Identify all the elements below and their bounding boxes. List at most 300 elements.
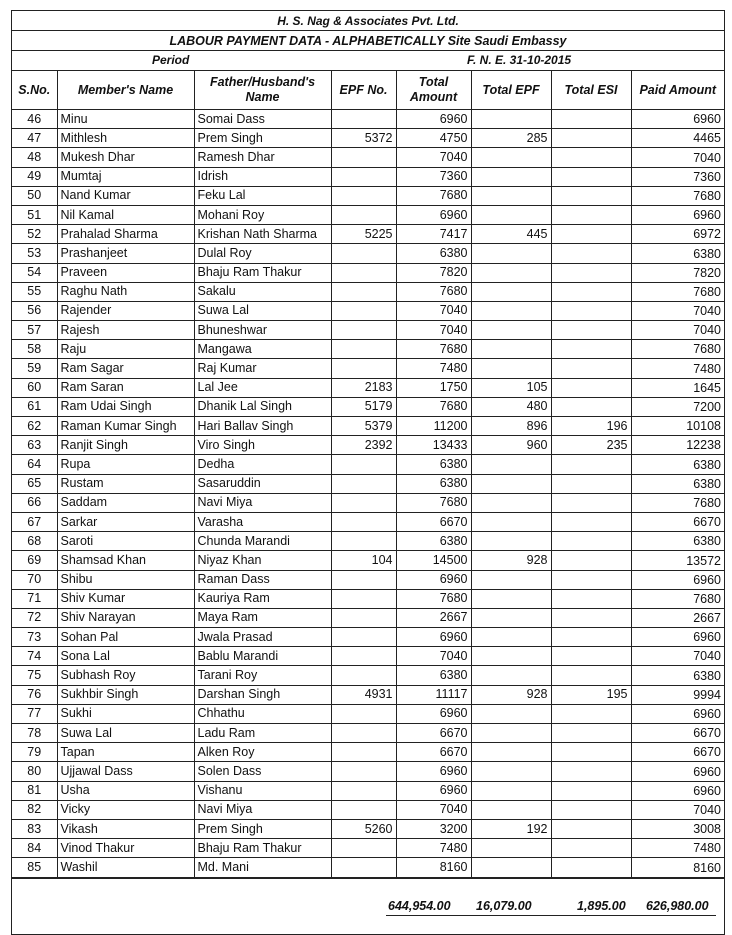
epf-no-cell	[331, 167, 396, 186]
total-amount-cell: 7680	[396, 340, 471, 359]
sno-cell: 56	[12, 301, 57, 320]
member-name-cell: Shiv Narayan	[57, 608, 194, 627]
total-esi-cell	[551, 532, 631, 551]
total-amount-cell: 6960	[396, 762, 471, 781]
epf-no-cell	[331, 321, 396, 340]
epf-no-cell	[331, 743, 396, 762]
table-row	[12, 858, 724, 877]
sno-cell: 72	[12, 608, 57, 627]
total-epf-cell	[471, 743, 551, 762]
table-row	[12, 244, 724, 263]
table-row	[12, 685, 724, 704]
sno-cell: 58	[12, 340, 57, 359]
total-epf-cell	[471, 340, 551, 359]
table-row	[12, 704, 724, 723]
total-esi-cell	[551, 704, 631, 723]
table-row	[12, 493, 724, 512]
total-epf-cell: 480	[471, 397, 551, 416]
epf-no-cell	[331, 148, 396, 167]
member-name-cell: Vikash	[57, 819, 194, 838]
sno-cell: 54	[12, 263, 57, 282]
total-amount-cell: 7680	[396, 186, 471, 205]
total-esi-cell	[551, 819, 631, 838]
col-header-father-name: Father/Husband's Name	[194, 71, 331, 110]
table-row	[12, 110, 724, 129]
epf-no-cell	[331, 244, 396, 263]
total-esi-cell	[551, 321, 631, 340]
total-epf-cell	[471, 263, 551, 282]
paid-amount-cell: 6960	[631, 110, 724, 129]
member-name-cell: Rupa	[57, 455, 194, 474]
total-amount-cell: 1750	[396, 378, 471, 397]
member-name-cell: Saddam	[57, 493, 194, 512]
member-name-cell: Ram Sagar	[57, 359, 194, 378]
table-row	[12, 436, 724, 455]
epf-no-cell: 5225	[331, 225, 396, 244]
member-name-cell: Tapan	[57, 743, 194, 762]
table-row	[12, 321, 724, 340]
table-body	[12, 110, 724, 878]
epf-no-cell	[331, 205, 396, 224]
table-row	[12, 225, 724, 244]
paid-amount-cell: 13572	[631, 551, 724, 570]
epf-no-cell	[331, 110, 396, 129]
col-header-total-amount: Total Amount	[396, 71, 471, 110]
epf-no-cell	[331, 282, 396, 301]
total-epf-cell	[471, 762, 551, 781]
paid-amount-cell: 7680	[631, 186, 724, 205]
total-epf-cell	[471, 148, 551, 167]
father-name-cell: Krishan Nath Sharma	[194, 225, 331, 244]
father-name-cell: Bhuneshwar	[194, 321, 331, 340]
total-amount-cell: 11200	[396, 417, 471, 436]
table-row	[12, 301, 724, 320]
sno-cell: 53	[12, 244, 57, 263]
table-row	[12, 628, 724, 647]
epf-no-cell	[331, 666, 396, 685]
father-name-cell: Dedha	[194, 455, 331, 474]
total-esi-cell	[551, 589, 631, 608]
father-name-cell: Bhaju Ram Thakur	[194, 263, 331, 282]
total-epf-cell	[471, 167, 551, 186]
col-header-epf-no: EPF No.	[331, 71, 396, 110]
father-name-cell: Viro Singh	[194, 436, 331, 455]
sno-cell: 49	[12, 167, 57, 186]
table-row	[12, 800, 724, 819]
sno-cell: 79	[12, 743, 57, 762]
total-esi-cell	[551, 570, 631, 589]
paid-amount-cell: 6380	[631, 666, 724, 685]
paid-amount-cell: 1645	[631, 378, 724, 397]
total-esi-cell	[551, 551, 631, 570]
member-name-cell: Prahalad Sharma	[57, 225, 194, 244]
total-esi-cell: 196	[551, 417, 631, 436]
paid-amount-cell: 6960	[631, 762, 724, 781]
sno-cell: 46	[12, 110, 57, 129]
total-esi-cell	[551, 205, 631, 224]
epf-no-cell: 5260	[331, 819, 396, 838]
col-header-total-esi: Total ESI	[551, 71, 631, 110]
total-epf-cell	[471, 282, 551, 301]
total-epf-cell	[471, 244, 551, 263]
total-esi-cell	[551, 628, 631, 647]
sno-cell: 63	[12, 436, 57, 455]
epf-no-cell	[331, 532, 396, 551]
father-name-cell: Chunda Marandi	[194, 532, 331, 551]
father-name-cell: Kauriya Ram	[194, 589, 331, 608]
member-name-cell: Mukesh Dhar	[57, 148, 194, 167]
paid-amount-cell: 6380	[631, 244, 724, 263]
total-epf-cell	[471, 839, 551, 858]
epf-no-cell	[331, 608, 396, 627]
epf-no-cell: 104	[331, 551, 396, 570]
col-header-paid-amount: Paid Amount	[631, 71, 724, 110]
total-amount-cell: 6960	[396, 628, 471, 647]
total-epf-cell: 928	[471, 551, 551, 570]
table-row	[12, 186, 724, 205]
father-name-cell: Dhanik Lal Singh	[194, 397, 331, 416]
paid-amount-cell: 6960	[631, 781, 724, 800]
total-amount-cell: 7680	[396, 282, 471, 301]
total-esi-cell	[551, 359, 631, 378]
table-row	[12, 589, 724, 608]
sno-cell: 66	[12, 493, 57, 512]
total-esi-cell	[551, 800, 631, 819]
member-name-cell: Nand Kumar	[57, 186, 194, 205]
total-esi-cell	[551, 244, 631, 263]
sno-cell: 74	[12, 647, 57, 666]
total-esi-cell	[551, 263, 631, 282]
paid-amount-cell: 7200	[631, 397, 724, 416]
sno-cell: 80	[12, 762, 57, 781]
sno-cell: 47	[12, 129, 57, 148]
member-name-cell: Sukhi	[57, 704, 194, 723]
paid-amount-cell: 6960	[631, 704, 724, 723]
total-amount-cell: 7820	[396, 263, 471, 282]
total-epf-cell	[471, 359, 551, 378]
member-name-cell: Mithlesh	[57, 129, 194, 148]
sno-cell: 83	[12, 819, 57, 838]
period-value: F. N. E. 31-10-2015	[467, 53, 572, 67]
member-name-cell: Praveen	[57, 263, 194, 282]
total-amount-cell: 7480	[396, 839, 471, 858]
total-amount-cell: 6380	[396, 666, 471, 685]
total-epf-sum: 16,079.00	[476, 898, 532, 913]
total-esi-sum: 1,895.00	[577, 898, 626, 913]
total-epf-cell	[471, 455, 551, 474]
member-name-cell: Sohan Pal	[57, 628, 194, 647]
member-name-cell: Rajender	[57, 301, 194, 320]
epf-no-cell	[331, 724, 396, 743]
col-header-sno: S.No.	[12, 71, 57, 110]
total-amount-cell: 13433	[396, 436, 471, 455]
total-amount-cell: 7360	[396, 167, 471, 186]
total-amount-cell: 2667	[396, 608, 471, 627]
father-name-cell: Dulal Roy	[194, 244, 331, 263]
total-epf-cell	[471, 628, 551, 647]
paid-amount-cell: 7040	[631, 321, 724, 340]
table-row	[12, 839, 724, 858]
sno-cell: 78	[12, 724, 57, 743]
father-name-cell: Idrish	[194, 167, 331, 186]
father-name-cell: Suwa Lal	[194, 301, 331, 320]
paid-amount-cell: 10108	[631, 417, 724, 436]
total-amount-cell: 6670	[396, 724, 471, 743]
sno-cell: 69	[12, 551, 57, 570]
col-header-total-epf: Total EPF	[471, 71, 551, 110]
sno-cell: 81	[12, 781, 57, 800]
total-epf-cell	[471, 608, 551, 627]
company-name: H. S. Nag & Associates Pvt. Ltd.	[12, 11, 724, 31]
total-epf-cell: 192	[471, 819, 551, 838]
period-row	[12, 51, 724, 71]
member-name-cell: Minu	[57, 110, 194, 129]
table-row	[12, 474, 724, 493]
member-name-cell: Ujjawal Dass	[57, 762, 194, 781]
sno-cell: 62	[12, 417, 57, 436]
sno-cell: 82	[12, 800, 57, 819]
total-amount-cell: 6380	[396, 532, 471, 551]
table-row	[12, 781, 724, 800]
total-epf-cell	[471, 666, 551, 685]
table-row	[12, 359, 724, 378]
father-name-cell: Mohani Roy	[194, 205, 331, 224]
total-esi-cell	[551, 743, 631, 762]
paid-amount-cell: 7040	[631, 800, 724, 819]
total-epf-cell	[471, 301, 551, 320]
period-label: Period	[152, 53, 190, 67]
sno-cell: 70	[12, 570, 57, 589]
paid-amount-cell: 7680	[631, 282, 724, 301]
report-title: LABOUR PAYMENT DATA - ALPHABETICALLY Site Saudi Embassy	[12, 31, 724, 51]
paid-amount-cell: 9994	[631, 685, 724, 704]
father-name-cell: Varasha	[194, 512, 331, 531]
paid-amount-cell: 7040	[631, 148, 724, 167]
paid-amount-cell: 6670	[631, 512, 724, 531]
paid-amount-cell: 7820	[631, 263, 724, 282]
table-row	[12, 417, 724, 436]
sno-cell: 77	[12, 704, 57, 723]
total-epf-cell	[471, 321, 551, 340]
epf-no-cell	[331, 493, 396, 512]
total-esi-cell: 235	[551, 436, 631, 455]
table-header-row	[12, 71, 724, 110]
total-epf-cell	[471, 474, 551, 493]
epf-no-cell	[331, 858, 396, 877]
total-epf-cell: 960	[471, 436, 551, 455]
member-name-cell: Ranjit Singh	[57, 436, 194, 455]
father-name-cell: Bhaju Ram Thakur	[194, 839, 331, 858]
member-name-cell: Shiv Kumar	[57, 589, 194, 608]
member-name-cell: Raghu Nath	[57, 282, 194, 301]
paid-amount-cell: 6960	[631, 570, 724, 589]
sno-cell: 48	[12, 148, 57, 167]
table-row	[12, 129, 724, 148]
paid-amount-cell: 6972	[631, 225, 724, 244]
table-row	[12, 397, 724, 416]
paid-amount-cell: 2667	[631, 608, 724, 627]
father-name-cell: Lal Jee	[194, 378, 331, 397]
table-row	[12, 512, 724, 531]
totals-underline	[386, 915, 716, 916]
member-name-cell: Saroti	[57, 532, 194, 551]
total-epf-cell	[471, 589, 551, 608]
total-amount-cell: 11117	[396, 685, 471, 704]
father-name-cell: Prem Singh	[194, 819, 331, 838]
father-name-cell: Feku Lal	[194, 186, 331, 205]
epf-no-cell: 2183	[331, 378, 396, 397]
member-name-cell: Sukhbir Singh	[57, 685, 194, 704]
table-row	[12, 762, 724, 781]
father-name-cell: Prem Singh	[194, 129, 331, 148]
total-epf-cell	[471, 493, 551, 512]
father-name-cell: Sasaruddin	[194, 474, 331, 493]
epf-no-cell	[331, 340, 396, 359]
father-name-cell: Ramesh Dhar	[194, 148, 331, 167]
total-amount-cell: 7680	[396, 397, 471, 416]
father-name-cell: Maya Ram	[194, 608, 331, 627]
total-amount-cell: 14500	[396, 551, 471, 570]
total-esi-cell	[551, 129, 631, 148]
total-esi-cell	[551, 378, 631, 397]
member-name-cell: Shibu	[57, 570, 194, 589]
sno-cell: 76	[12, 685, 57, 704]
sno-cell: 52	[12, 225, 57, 244]
sno-cell: 50	[12, 186, 57, 205]
total-amount-cell: 7040	[396, 800, 471, 819]
table-row	[12, 148, 724, 167]
table-row	[12, 455, 724, 474]
sno-cell: 57	[12, 321, 57, 340]
total-epf-cell	[471, 532, 551, 551]
payment-sheet	[11, 10, 725, 935]
member-name-cell: Mumtaj	[57, 167, 194, 186]
total-esi-cell	[551, 493, 631, 512]
sno-cell: 75	[12, 666, 57, 685]
total-esi-cell	[551, 781, 631, 800]
sno-cell: 51	[12, 205, 57, 224]
father-name-cell: Raj Kumar	[194, 359, 331, 378]
table-row	[12, 743, 724, 762]
epf-no-cell	[331, 628, 396, 647]
member-name-cell: Subhash Roy	[57, 666, 194, 685]
father-name-cell: Mangawa	[194, 340, 331, 359]
epf-no-cell	[331, 704, 396, 723]
paid-amount-cell: 7480	[631, 359, 724, 378]
father-name-cell: Navi Miya	[194, 800, 331, 819]
table-row	[12, 551, 724, 570]
epf-no-cell	[331, 839, 396, 858]
total-amount-cell: 6960	[396, 110, 471, 129]
total-esi-cell	[551, 608, 631, 627]
member-name-cell: Shamsad Khan	[57, 551, 194, 570]
table-row	[12, 167, 724, 186]
table-row	[12, 378, 724, 397]
paid-amount-cell: 4465	[631, 129, 724, 148]
member-name-cell: Rustam	[57, 474, 194, 493]
total-amount-cell: 6380	[396, 474, 471, 493]
total-epf-cell	[471, 110, 551, 129]
table-row	[12, 282, 724, 301]
epf-no-cell	[331, 512, 396, 531]
sno-cell: 64	[12, 455, 57, 474]
table-row	[12, 570, 724, 589]
paid-amount-sum: 626,980.00	[646, 898, 709, 913]
paid-amount-cell: 6960	[631, 628, 724, 647]
paid-amount-cell: 6670	[631, 743, 724, 762]
father-name-cell: Md. Mani	[194, 858, 331, 877]
epf-no-cell	[331, 800, 396, 819]
epf-no-cell: 5379	[331, 417, 396, 436]
total-amount-cell: 7480	[396, 359, 471, 378]
total-epf-cell	[471, 647, 551, 666]
table-row	[12, 724, 724, 743]
table-row	[12, 340, 724, 359]
totals-row	[12, 878, 724, 934]
member-name-cell: Prashanjeet	[57, 244, 194, 263]
father-name-cell: Navi Miya	[194, 493, 331, 512]
total-amount-cell: 7040	[396, 301, 471, 320]
member-name-cell: Vinod Thakur	[57, 839, 194, 858]
total-esi-cell	[551, 647, 631, 666]
epf-no-cell	[331, 186, 396, 205]
epf-no-cell: 2392	[331, 436, 396, 455]
father-name-cell: Chhathu	[194, 704, 331, 723]
sno-cell: 55	[12, 282, 57, 301]
total-amount-sum: 644,954.00	[388, 898, 451, 913]
payment-table	[12, 71, 724, 878]
father-name-cell: Vishanu	[194, 781, 331, 800]
paid-amount-cell: 7680	[631, 589, 724, 608]
table-row	[12, 205, 724, 224]
epf-no-cell	[331, 474, 396, 493]
sno-cell: 71	[12, 589, 57, 608]
member-name-cell: Ram Udai Singh	[57, 397, 194, 416]
total-amount-cell: 6380	[396, 455, 471, 474]
father-name-cell: Ladu Ram	[194, 724, 331, 743]
paid-amount-cell: 7480	[631, 839, 724, 858]
father-name-cell: Solen Dass	[194, 762, 331, 781]
total-esi-cell	[551, 148, 631, 167]
member-name-cell: Ram Saran	[57, 378, 194, 397]
father-name-cell: Niyaz Khan	[194, 551, 331, 570]
paid-amount-cell: 6380	[631, 455, 724, 474]
paid-amount-cell: 7680	[631, 340, 724, 359]
table-row	[12, 263, 724, 282]
total-esi-cell	[551, 340, 631, 359]
sno-cell: 61	[12, 397, 57, 416]
table-row	[12, 608, 724, 627]
father-name-cell: Bablu Marandi	[194, 647, 331, 666]
total-esi-cell	[551, 110, 631, 129]
total-amount-cell: 7040	[396, 148, 471, 167]
total-amount-cell: 7040	[396, 647, 471, 666]
total-esi-cell	[551, 167, 631, 186]
total-epf-cell	[471, 858, 551, 877]
total-epf-cell: 105	[471, 378, 551, 397]
total-epf-cell	[471, 205, 551, 224]
epf-no-cell: 5179	[331, 397, 396, 416]
father-name-cell: Jwala Prasad	[194, 628, 331, 647]
member-name-cell: Rajesh	[57, 321, 194, 340]
paid-amount-cell: 7040	[631, 301, 724, 320]
total-epf-cell	[471, 186, 551, 205]
table-row	[12, 666, 724, 685]
epf-no-cell: 5372	[331, 129, 396, 148]
total-epf-cell: 896	[471, 417, 551, 436]
total-esi-cell	[551, 455, 631, 474]
total-epf-cell	[471, 512, 551, 531]
